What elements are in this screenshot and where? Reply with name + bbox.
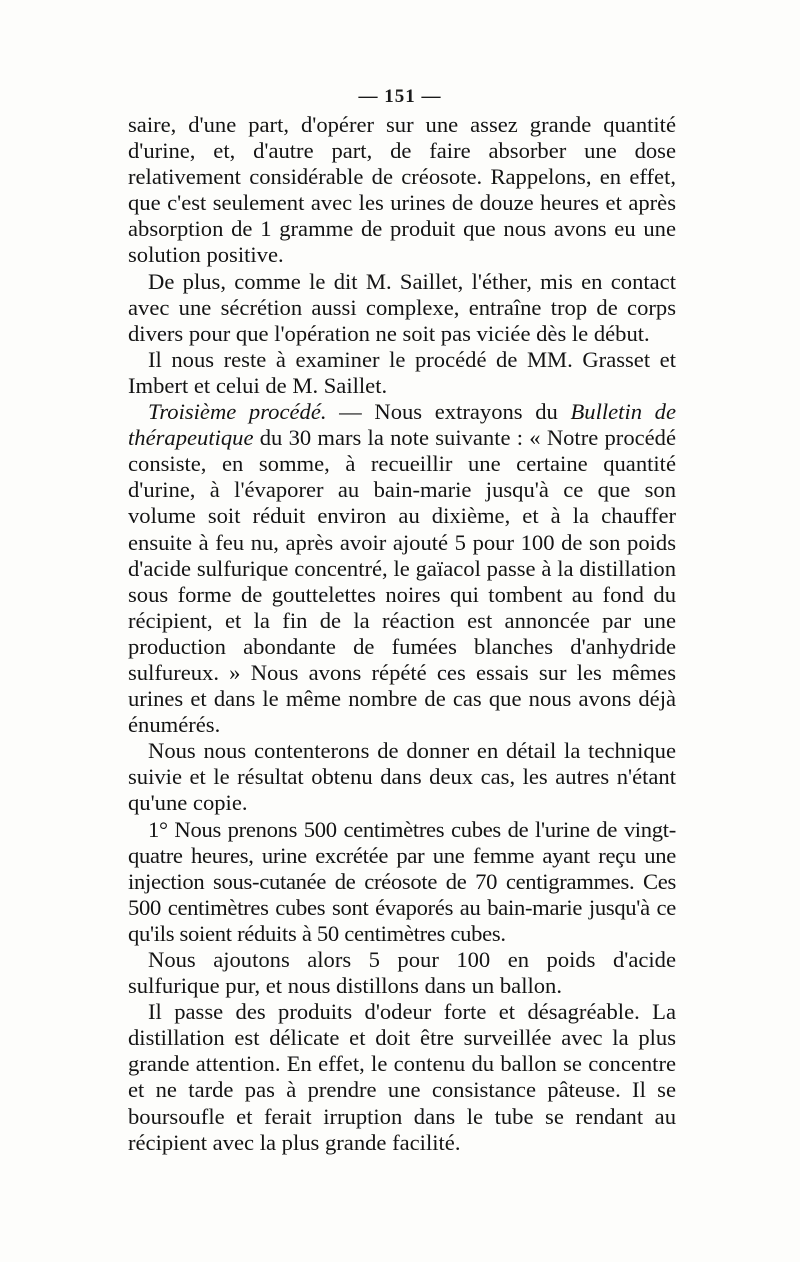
- body-text: [128, 112, 676, 1156]
- text-run: 1° Nous prenons 500 centimètres cubes de l'urine de vingt-quatre heures, urine excrétée par une femme ayant reçu une injection sous-cutanée de créosote de 70 centigrammes. Ces 500 centimètres cubes sont évaporés au bain-marie jusqu'à ce qu'ils soient réduits à 50 centimètres cubes.: [128, 816, 676, 946]
- text-run: Nous nous contenterons de donner en détail la technique suivie et le résultat obtenu dans deux cas, les autres n'étant qu'une copie.: [128, 738, 676, 816]
- text-run: De plus, comme le dit M. Saillet, l'éther, mis en contact avec une sécrétion aussi complexe, entraîne trop de corps divers pour que l'opération ne soit pas viciée dès le début.: [128, 268, 676, 346]
- paragraph: [128, 112, 676, 269]
- paragraph: [128, 817, 676, 947]
- section-heading-italic: Troisième procédé.: [148, 399, 327, 425]
- paragraph: [128, 399, 676, 738]
- text-run: Il nous reste à examiner le procédé de MM. Grasset et Imbert et celui de M. Saillet.: [128, 346, 676, 398]
- text-run: saire, d'une part, d'opérer sur une assez grande quantité d'urine, et, d'autre part, de faire absorber une dose relativement considérable de créosote. Rappelons, en effet, que c'est seulement avec les urines de douze heures et après absorption de 1 gramme de produit que nous avons eu une solution positive.: [128, 112, 676, 268]
- journal-title-italic: Bulletin de thérapeutique: [128, 399, 676, 451]
- paragraph: [128, 999, 676, 1156]
- paragraph: [128, 947, 676, 999]
- text-run: Il passe des produits d'odeur forte et désagréable. La distillation est délicate et doit être surveillée avec la plus grande attention. En effet, le contenu du ballon se concentre et ne tarde pas à prendre une consistance pâteuse. Il se boursoufle et ferait irruption dans le tube se rendant au récipient avec la plus grande facilité.: [128, 999, 676, 1155]
- text-run: Nous ajoutons alors 5 pour 100 en poids d'acide sulfurique pur, et nous distillons dans un ballon.: [128, 947, 676, 999]
- page-number: — 151 —: [358, 86, 442, 107]
- text-run: — Nous extrayons du: [326, 399, 571, 425]
- paragraph: [128, 269, 676, 347]
- paragraph: [128, 347, 676, 399]
- paragraph: [128, 738, 676, 816]
- text-run: du 30 mars la note suivante : « Notre procédé consiste, en somme, à recueillir une certaine quantité d'urine, à l'évaporer au bain-marie jusqu'à ce que son volume soit réduit environ au dixième, et à la chauffer ensuite à feu nu, après avoir ajouté 5 pour 100 de son poids d'acide sulfurique concentré, le gaïacol passe à la distillation sous forme de gouttelettes noires qui tombent au fond du récipient, et la fin de la réaction est annoncée par une production abondante de fumées blanches d'anhydride sulfureux. » Nous avons répété ces essais sur les mêmes urines et dans le même nombre de cas que nous avons déjà énumérés.: [128, 425, 676, 738]
